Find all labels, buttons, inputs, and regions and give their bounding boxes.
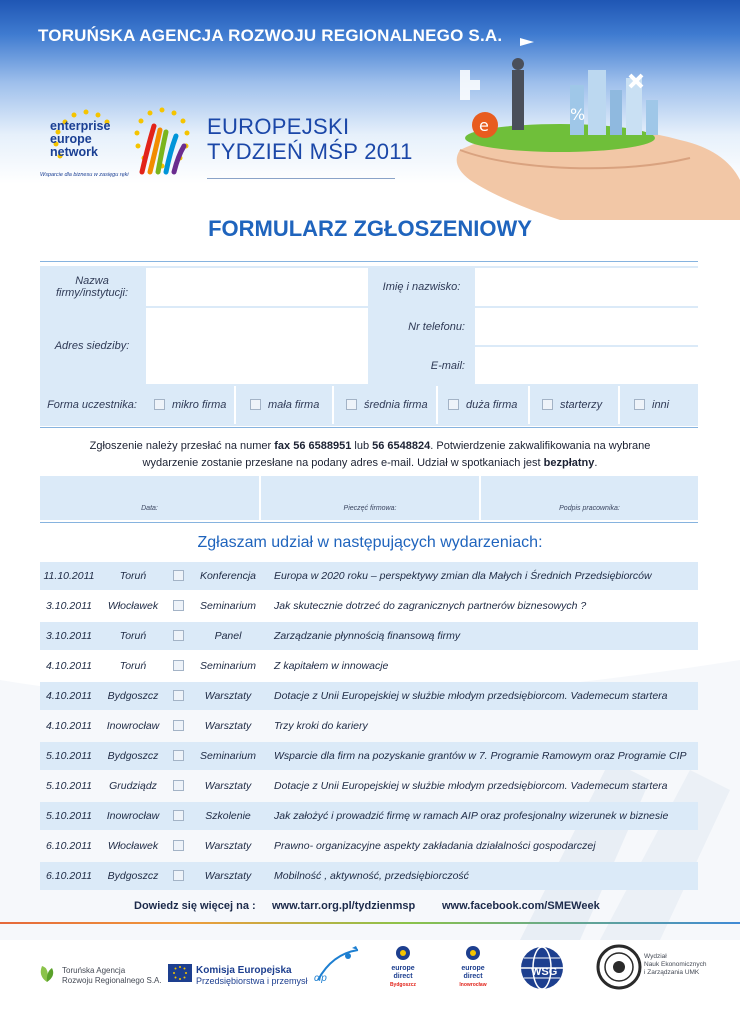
umk-line-2: Nauk Ekonomicznych bbox=[644, 961, 707, 968]
umk-text bbox=[644, 953, 707, 977]
form-bottom-rule bbox=[40, 427, 698, 428]
event-city: Grudziądz bbox=[109, 780, 157, 792]
event-title-line-2: TYDZIEŃ MŚP 2011 bbox=[207, 139, 413, 164]
event-city: Bydgoszcz bbox=[107, 690, 159, 702]
checkbox-micro[interactable] bbox=[154, 399, 165, 410]
event-checkbox[interactable] bbox=[173, 750, 184, 761]
event-checkbox[interactable] bbox=[173, 600, 184, 611]
option-large: duża firma bbox=[466, 399, 518, 411]
checkbox-medium[interactable] bbox=[346, 399, 357, 410]
tarr-leaf-icon bbox=[36, 962, 58, 984]
event-checkbox[interactable] bbox=[173, 690, 184, 701]
event-checkbox[interactable] bbox=[173, 870, 184, 881]
participation-label: Forma uczestnika: bbox=[47, 399, 137, 411]
note-part-1: Zgłoszenie należy przesłać na numer bbox=[89, 440, 275, 452]
ed1-line-1: europe bbox=[391, 965, 415, 972]
address-label: Adres siedziby: bbox=[54, 340, 130, 352]
tarr-line-2: Rozwoju Regionalnego S.A. bbox=[62, 976, 162, 985]
signature-bottom-rule bbox=[40, 522, 698, 523]
eu-flag-icon bbox=[168, 964, 192, 982]
more-info-links bbox=[0, 898, 740, 916]
ec-line-2: Przedsiębiorstwa i przemysł bbox=[196, 976, 308, 986]
date-field[interactable] bbox=[40, 476, 259, 520]
event-checkbox[interactable] bbox=[173, 630, 184, 641]
employee-signature-field[interactable] bbox=[481, 476, 698, 520]
ed2-line-2: direct bbox=[463, 973, 483, 980]
event-topic: Dotacje z Unii Europejskiej w służbie młodym przedsiębiorcom. Vademecum startera bbox=[274, 690, 668, 702]
note-end: . bbox=[594, 457, 598, 469]
event-city: Włocławek bbox=[107, 840, 159, 852]
europe-direct-icon bbox=[450, 944, 496, 962]
event-type: Seminarium bbox=[199, 660, 257, 672]
form-top-rule bbox=[40, 261, 698, 262]
event-city: Bydgoszcz bbox=[107, 870, 159, 882]
title-divider bbox=[207, 178, 395, 179]
event-type: Szkolenie bbox=[205, 810, 251, 822]
phone-field[interactable] bbox=[475, 308, 698, 345]
event-checkbox[interactable] bbox=[173, 840, 184, 851]
event-type: Warsztaty bbox=[204, 690, 252, 702]
event-row bbox=[40, 562, 698, 590]
een-line-2: europe bbox=[50, 132, 92, 146]
event-type: Warsztaty bbox=[204, 870, 252, 882]
event-checkbox[interactable] bbox=[173, 660, 184, 671]
svg-text:e: e bbox=[479, 116, 489, 135]
event-date: 11.10.2011 bbox=[43, 570, 95, 582]
event-topic: Prawno- organizacyjne aspekty zakładania działalności gospodarczej bbox=[274, 840, 596, 852]
event-title bbox=[207, 114, 413, 164]
event-row bbox=[40, 652, 698, 680]
note-line-2: wydarzenie zostanie przesłane na podany adres e-mail. Udział w spotkaniach jest bbox=[142, 457, 544, 469]
event-row bbox=[40, 712, 698, 740]
option-medium: średnia firma bbox=[364, 399, 428, 411]
checkbox-small[interactable] bbox=[250, 399, 261, 410]
note-fax: fax 56 6588951 bbox=[274, 440, 352, 452]
event-row bbox=[40, 742, 698, 770]
event-topic: Mobilność , aktywność, przedsiębiorczość bbox=[274, 870, 469, 882]
company-label: Nazwa firmy/instytucji: bbox=[55, 275, 129, 299]
event-topic: Jak skutecznie dotrzeć do zagranicznych partnerów biznesowych ? bbox=[274, 600, 587, 612]
event-type: Konferencja bbox=[199, 570, 257, 582]
registration-form bbox=[40, 266, 698, 426]
website-link[interactable]: www.tarr.org.pl/tydzienmsp bbox=[272, 900, 416, 912]
event-row bbox=[40, 682, 698, 710]
participation-options bbox=[146, 386, 698, 424]
ed1-line-2: direct bbox=[393, 973, 413, 980]
event-type: Seminarium bbox=[199, 600, 257, 612]
checkbox-starters[interactable] bbox=[542, 399, 553, 410]
stamp-field[interactable] bbox=[261, 476, 479, 520]
umk-line-1: Wydział bbox=[644, 953, 667, 960]
event-type: Warsztaty bbox=[204, 780, 252, 792]
submission-note bbox=[70, 438, 670, 472]
option-small: mała firma bbox=[268, 399, 320, 411]
checkbox-other[interactable] bbox=[634, 399, 645, 410]
european-commission-text bbox=[196, 965, 308, 987]
event-topic: Trzy kroki do kariery bbox=[274, 720, 368, 732]
event-row bbox=[40, 862, 698, 890]
agency-title: TORUŃSKA AGENCJA ROZWOJU REGIONALNEGO S.A. bbox=[38, 26, 503, 45]
een-tagline: Wsparcie dla biznesu w zasięgu ręki bbox=[40, 172, 129, 178]
event-date: 5.10.2011 bbox=[46, 780, 92, 792]
europe-direct-bydgoszcz-logo bbox=[380, 944, 426, 994]
ed2-city: Inowrocław bbox=[459, 982, 487, 988]
event-topic: Dotacje z Unii Europejskiej w służbie młodym przedsiębiorcom. Vademecum startera bbox=[274, 780, 668, 792]
event-topic: Wsparcie dla firm na pozyskanie grantów w 7. Programie Ramowym oraz Programie CIP bbox=[274, 750, 687, 762]
note-part-3: . Potwierdzenie zakwalifikowania na wybrane bbox=[430, 440, 651, 452]
tarr-logo-text bbox=[62, 966, 162, 986]
event-type: Warsztaty bbox=[204, 720, 252, 732]
checkbox-large[interactable] bbox=[448, 399, 459, 410]
event-city: Toruń bbox=[119, 630, 147, 642]
note-free: bezpłatny bbox=[543, 457, 595, 469]
event-topic: Z kapitałem w innowacje bbox=[274, 660, 389, 672]
event-topic: Zarządzanie płynnością finansową firmy bbox=[274, 630, 461, 642]
name-label: Imię i nazwisko: bbox=[382, 281, 461, 293]
ec-line-1: Komisja Europejska bbox=[196, 965, 292, 976]
svg-text:%: % bbox=[570, 105, 586, 124]
event-date: 5.10.2011 bbox=[46, 750, 92, 762]
ed2-line-1: europe bbox=[461, 965, 485, 972]
facebook-link[interactable]: www.facebook.com/SMEWeek bbox=[442, 900, 600, 912]
event-city: Włocławek bbox=[107, 600, 159, 612]
event-date: 3.10.2011 bbox=[46, 600, 92, 612]
phone-label: Nr telefonu: bbox=[408, 320, 465, 333]
event-checkbox[interactable] bbox=[173, 720, 184, 731]
umk-line-3: i Zarządzania UMK bbox=[644, 969, 700, 976]
email-field[interactable] bbox=[475, 347, 698, 384]
event-row bbox=[40, 772, 698, 800]
event-row bbox=[40, 622, 698, 650]
event-topic: Europa w 2020 roku – perspektywy zmian dla Małych i Średnich Przedsiębiorców bbox=[274, 570, 652, 582]
cip-text: cip bbox=[314, 973, 327, 984]
name-field[interactable] bbox=[475, 268, 698, 306]
event-row bbox=[40, 802, 698, 830]
event-date: 6.10.2011 bbox=[46, 840, 92, 852]
umk-seal-icon bbox=[596, 944, 642, 990]
page-header bbox=[0, 0, 740, 245]
event-city: Toruń bbox=[119, 660, 147, 672]
address-field[interactable] bbox=[146, 308, 368, 384]
event-date: 6.10.2011 bbox=[46, 870, 92, 882]
events-title: Zgłaszam udział w następujących wydarzeniach: bbox=[197, 534, 543, 551]
event-checkbox[interactable] bbox=[173, 810, 184, 821]
event-city: Inowrocław bbox=[106, 720, 160, 732]
europe-direct-inowroclaw-logo bbox=[450, 944, 496, 994]
company-field[interactable] bbox=[146, 268, 368, 306]
event-checkbox[interactable] bbox=[173, 570, 184, 581]
event-date: 5.10.2011 bbox=[46, 810, 92, 822]
hand-city-illustration bbox=[440, 30, 740, 220]
email-label: E-mail: bbox=[430, 359, 465, 372]
event-row bbox=[40, 592, 698, 620]
date-label: Data: bbox=[141, 505, 158, 512]
note-fax-2: 56 6548824 bbox=[372, 440, 431, 452]
enterprise-europe-network-logo bbox=[36, 108, 136, 180]
event-date: 4.10.2011 bbox=[46, 690, 92, 702]
event-row bbox=[40, 832, 698, 860]
note-part-2: lub bbox=[351, 440, 373, 452]
footer-rule bbox=[0, 922, 740, 924]
event-date: 4.10.2011 bbox=[46, 720, 92, 732]
wsg-text: WSG bbox=[531, 966, 558, 978]
event-checkbox[interactable] bbox=[173, 780, 184, 791]
form-title: FORMULARZ ZGŁOSZENIOWY bbox=[208, 216, 532, 241]
option-other: inni bbox=[652, 399, 670, 411]
event-date: 3.10.2011 bbox=[46, 630, 92, 642]
signature-area bbox=[40, 476, 698, 520]
option-starters: starterzy bbox=[560, 399, 603, 411]
event-type: Seminarium bbox=[199, 750, 257, 762]
event-type: Warsztaty bbox=[204, 840, 252, 852]
option-micro: mikro firma bbox=[172, 399, 227, 411]
event-topic: Jak założyć i prowadzić firmę w ramach AIP oraz profesjonalny wizerunek w biznesie bbox=[274, 810, 669, 822]
partner-logos bbox=[0, 930, 740, 1024]
event-city: Inowrocław bbox=[106, 810, 160, 822]
ed1-city: Bydgoszcz bbox=[389, 982, 417, 988]
event-date: 4.10.2011 bbox=[46, 660, 92, 672]
event-city: Toruń bbox=[119, 570, 147, 582]
event-type: Panel bbox=[214, 630, 242, 642]
een-line-1: enterprise bbox=[50, 119, 111, 133]
een-line-3: network bbox=[50, 145, 98, 159]
event-city: Bydgoszcz bbox=[107, 750, 159, 762]
stamp-label: Pieczęć firmowa: bbox=[343, 505, 397, 512]
links-label: Dowiedz się więcej na : bbox=[134, 900, 256, 912]
sme-week-logo bbox=[128, 106, 196, 178]
tarr-line-1: Toruńska Agencja bbox=[62, 966, 126, 975]
europe-direct-icon bbox=[380, 944, 426, 962]
employee-label: Podpis pracownika: bbox=[559, 505, 620, 512]
event-title-line-1: EUROPEJSKI bbox=[207, 114, 350, 139]
